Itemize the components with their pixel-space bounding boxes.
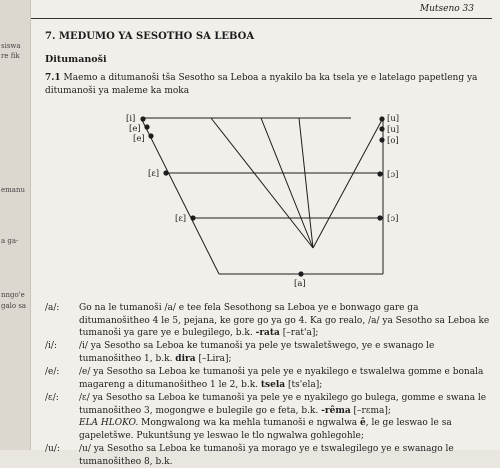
example-word: -rata — [255, 328, 280, 339]
example-word: dira — [175, 353, 196, 364]
note-text: , le ge leswao le sa gapeletšwe. Pukuntšung ye leswao le tlo ngwalwa gohlegohle; — [79, 418, 452, 441]
vowel-description-u — [45, 443, 490, 468]
adjacent-page-margin — [0, 0, 31, 450]
note-text: Mongwalong wa ka mehla tumanoši e ngwalwa — [138, 418, 361, 429]
chart-line-central-3 — [299, 118, 313, 248]
margin-fragment: a ga- — [1, 237, 19, 245]
running-head: Mutseno 33 — [419, 4, 474, 14]
vowel-label: [ɛ] — [148, 169, 160, 179]
chart-line-front — [141, 118, 219, 274]
transcription: [–Lira]; — [195, 353, 232, 364]
intro-paragraph — [45, 72, 485, 98]
margin-fragment: emanu — [1, 186, 25, 194]
subheading: Ditumanoši — [45, 54, 107, 65]
chart-line-central-1 — [211, 118, 313, 248]
vowel-label: [a] — [294, 279, 306, 288]
description-text: /u/ ya Sesotho sa Leboa ke tumanoši ya morago ye e tswalegilego ye e swanago le tumanošitheo 8, b.k. — [79, 444, 454, 467]
vowel-label: [u] — [387, 114, 400, 124]
vowel-point — [377, 215, 382, 220]
chart-line-central-2 — [261, 118, 313, 248]
vowel-label: [ɔ] — [387, 214, 399, 224]
margin-fragment: re fik — [1, 52, 20, 60]
example-word: -rêma — [321, 405, 351, 416]
example-word: tsela — [260, 379, 286, 390]
transcription: [ts'ela]; — [285, 379, 323, 390]
chart-line-central-4 — [313, 118, 383, 248]
margin-fragment: siswa — [1, 42, 21, 50]
note-label: ELA HLOKO. — [79, 418, 139, 429]
vowel-label: [ɔ] — [387, 170, 399, 180]
vowel-label: [u] — [387, 125, 400, 135]
vowel-label: [i] — [126, 114, 136, 124]
vowel-point — [148, 133, 153, 138]
description-text: /i/ ya Sesotho sa Leboa ke tumanoši ya pele ye tswaletšwego, ye e swanago le tumanošitheo 1, b.k. — [79, 341, 435, 364]
transcription: [–rat'a]; — [279, 328, 319, 339]
vowel-point — [190, 215, 195, 220]
vowel-key: /i/: — [45, 341, 57, 351]
margin-fragment: nngo'e — [1, 291, 25, 299]
description-text: Go na le tumanoši /a/ e tee fela Sesothong sa Leboa ye e bonwago gare ga ditumanošitheo 4 le 5, pejana, ke gore go ya go 4. Ka go realo, /a/ ya Sesotho sa Leboa ke tumanoši ya gare ye e bulegilego, b.k. — [79, 303, 490, 339]
vowel-key: /u/: — [45, 444, 60, 454]
vowel-label: [o] — [387, 136, 399, 146]
vowel-point — [298, 271, 303, 276]
note-glyph: ê — [360, 418, 366, 429]
section-title: 7. MEDUMO YA SESOTHO SA LEBOA — [45, 31, 255, 42]
vowel-point — [140, 116, 145, 121]
vowel-point — [377, 171, 382, 176]
vowel-description-open-e — [45, 392, 490, 442]
paragraph-number: 7.1 — [45, 73, 61, 83]
book-page — [31, 0, 500, 467]
vowel-point — [163, 170, 168, 175]
vowel-label: [ɛ] — [175, 214, 187, 224]
vowel-description-e — [45, 366, 490, 391]
vowel-description-a — [45, 302, 490, 340]
vowel-point — [144, 124, 149, 129]
vowel-key: /ɛ/: — [45, 393, 59, 403]
description-text: /ɛ/ ya Sesotho sa Leboa ke tumanoši ya pele ye e nyakilego go bulega, gomme e swana le tumanošitheo 3, mogongwe e bulegile go e feta, b.k. — [79, 393, 487, 416]
vowel-point — [379, 116, 384, 121]
margin-fragment: galo sa — [1, 302, 27, 310]
vowel-point — [379, 126, 384, 131]
description-text: /e/ ya Sesotho sa Leboa ke tumanoši ya pele ye e nyakilego e tswalelwa gomme e bonala magareng a ditumanošitheo 1 le 2, b.k. — [79, 367, 484, 390]
header-rule — [31, 18, 492, 19]
vowel-key: /e/: — [45, 367, 60, 377]
vowel-label: [e] — [129, 124, 141, 134]
vowel-quadrilateral-diagram — [91, 108, 431, 288]
vowel-key: /a/: — [45, 303, 60, 313]
transcription: [–rɛma]; — [350, 405, 391, 416]
intro-text: Maemo a ditumanoši tša Sesotho sa Leboa a nyakilo ba ka tsela ye e latelago papetleng ya ditumanoši ya maleme ka moka — [45, 73, 478, 96]
vowel-description-i — [45, 340, 490, 365]
vowel-label: [e] — [133, 134, 145, 144]
vowel-point — [379, 137, 384, 142]
